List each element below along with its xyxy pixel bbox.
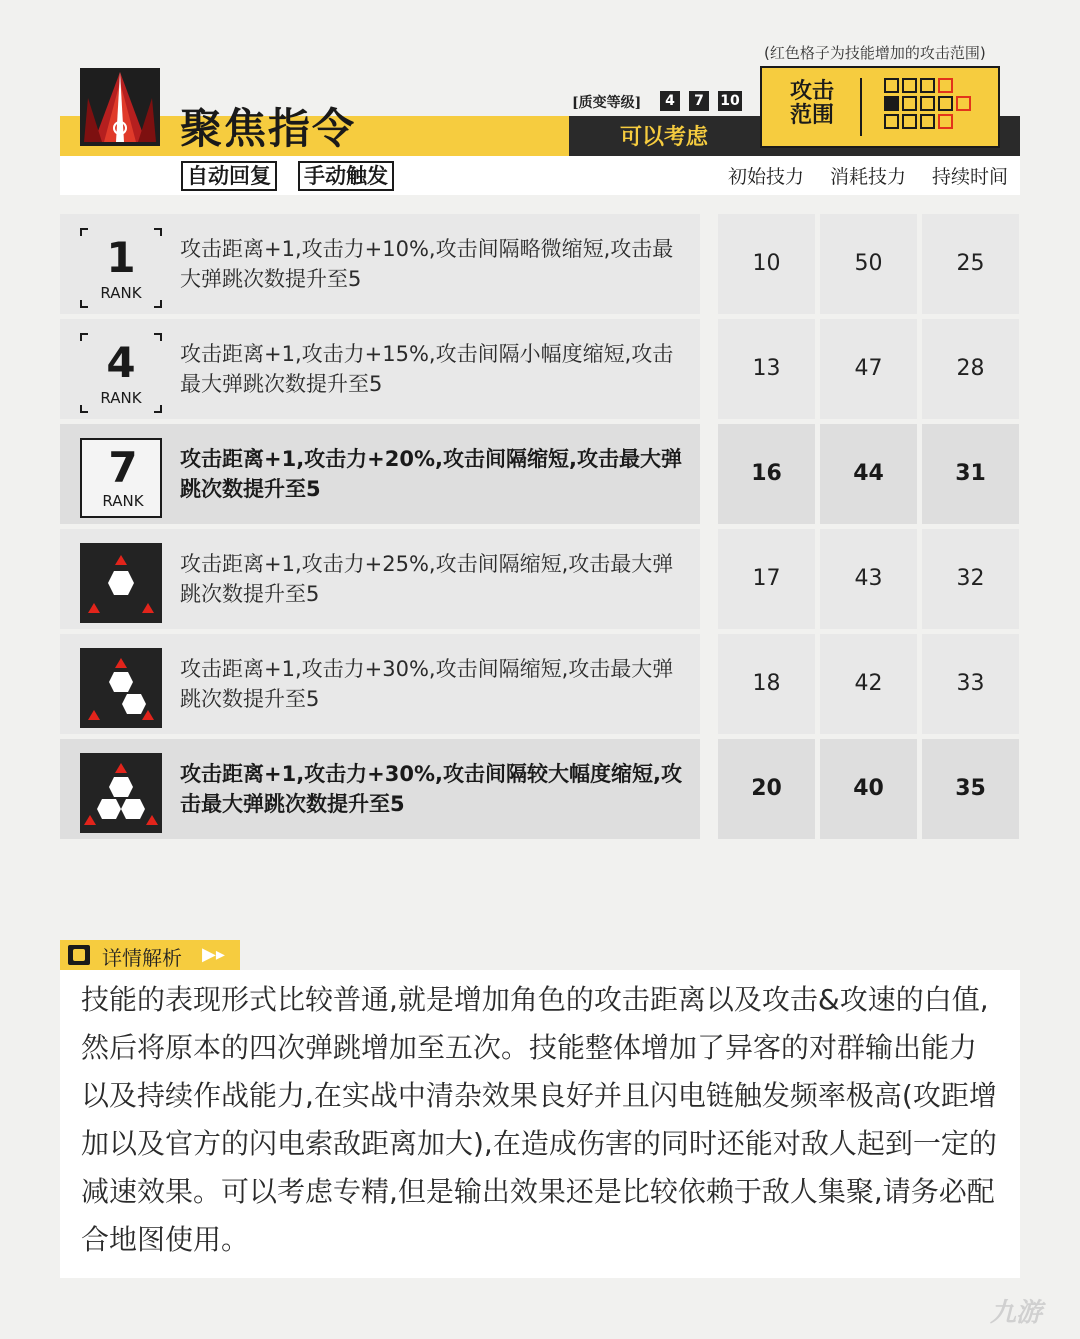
duration-value: 33 [922, 634, 1019, 734]
rank-badge-number: 7 [108, 443, 138, 492]
rank-badge-4 [80, 333, 162, 413]
analysis-label: 详情解析 [102, 946, 182, 970]
range-cell-added [938, 114, 953, 129]
cost-sp-value: 40 [820, 739, 917, 839]
initial-sp-value: 10 [718, 214, 815, 314]
rank-description: 攻击距离+1,攻击力+30%,攻击间隔较大幅度缩短,攻击最大弹跳次数提升至5 [180, 762, 682, 816]
range-note: (红色格子为技能增加的攻击范围) [764, 44, 986, 62]
range-cell [884, 78, 899, 93]
range-cell [920, 78, 935, 93]
analysis-panel [60, 970, 1020, 1278]
column-duration: 持续时间 [932, 166, 1009, 188]
heart-card-icon [68, 945, 90, 965]
rank-description: 攻击距离+1,攻击力+20%,攻击间隔缩短,攻击最大弹跳次数提升至5 [180, 447, 682, 501]
duration-value: 31 [922, 424, 1019, 524]
cost-sp-value: 42 [820, 634, 917, 734]
attack-range-panel [760, 66, 1000, 148]
specialization-2-icon [80, 648, 162, 728]
skill-rank-row [60, 634, 700, 734]
rank-description: 攻击距离+1,攻击力+30%,攻击间隔缩短,攻击最大弹跳次数提升至5 [180, 657, 674, 711]
rank-levels-label-text: 质变等级 [578, 95, 635, 111]
range-cell [920, 114, 935, 129]
rank-description: 攻击距离+1,攻击力+10%,攻击间隔略微缩短,攻击最大弹跳次数提升至5 [180, 237, 674, 291]
initial-sp-value: 13 [718, 319, 815, 419]
initial-sp-value: 18 [718, 634, 815, 734]
range-cell-added [938, 78, 953, 93]
rank-badge-text: RANK [102, 492, 144, 510]
column-initial-sp: 初始技力 [728, 166, 805, 188]
duration-value: 35 [922, 739, 1019, 839]
range-cell [902, 114, 917, 129]
column-cost-sp: 消耗技力 [830, 166, 907, 188]
skill-rank-row [60, 529, 700, 629]
tag-auto-recovery: 自动回复 [181, 161, 277, 191]
cost-sp-value: 43 [820, 529, 917, 629]
rank-levels-label: [质变等级] [572, 95, 642, 111]
recommendation-text: 可以考虑 [619, 125, 708, 150]
rank-level-7: 7 [689, 91, 709, 111]
specialization-3-icon [80, 753, 162, 833]
rank-badge-number: 4 [106, 338, 136, 387]
rank-description: 攻击距离+1,攻击力+25%,攻击间隔缩短,攻击最大弹跳次数提升至5 [180, 552, 674, 606]
rank-badge-number: 1 [106, 233, 136, 282]
rank-badge-text: RANK [100, 284, 142, 302]
analysis-tab [60, 940, 240, 970]
duration-value: 32 [922, 529, 1019, 629]
cost-sp-value: 50 [820, 214, 917, 314]
duration-value: 28 [922, 319, 1019, 419]
rank-description: 攻击距离+1,攻击力+15%,攻击间隔小幅度缩短,攻击最大弹跳次数提升至5 [180, 342, 674, 396]
rank-badge-1 [80, 228, 162, 308]
rank-badge-text: RANK [100, 389, 142, 407]
skill-rank-row [60, 424, 700, 524]
rank-badge-7 [80, 438, 162, 518]
skill-rank-row [60, 214, 700, 314]
cost-sp-value: 47 [820, 319, 917, 419]
range-separator [860, 78, 862, 136]
initial-sp-value: 17 [718, 529, 815, 629]
duration-value: 25 [922, 214, 1019, 314]
range-cell [938, 96, 953, 111]
skill-title: 聚焦指令 [180, 104, 357, 153]
range-cell-added [956, 96, 971, 111]
range-cell [902, 78, 917, 93]
skill-icon [80, 68, 160, 146]
cost-sp-value: 44 [820, 424, 917, 524]
analysis-text: 技能的表现形式比较普通,就是增加角色的攻击距离以及攻击&攻速的白值,然后将原本的四次弹跳增加至五次。技能整体增加了异客的对群输出能力以及持续作战能力,在实战中清杂效果良好并且闪电链触发频率极高(攻距增加以及官方的闪电索敌距离加大),在造成伤害的同时还能对敌人起到一定的减速效果。可以考虑专精,但是输出效果还是比较依赖于敌人集聚,请务必配合地图使用。 [81, 983, 997, 1256]
rank-level-4: 4 [660, 91, 680, 111]
range-cell [902, 96, 917, 111]
range-cell [884, 114, 899, 129]
specialization-1-icon [80, 543, 162, 623]
rank-level-10: 10 [718, 91, 742, 111]
tag-manual-trigger: 手动触发 [298, 161, 394, 191]
initial-sp-value: 16 [718, 424, 815, 524]
watermark-logo: 九游 [990, 1298, 1043, 1328]
skill-rank-row [60, 739, 700, 839]
range-cell-self [884, 96, 899, 111]
play-arrow-icon: ▶▸ [202, 944, 225, 965]
initial-sp-value: 20 [718, 739, 815, 839]
attack-range-label: 攻击范围 [789, 79, 834, 128]
skill-rank-row [60, 319, 700, 419]
range-cell [920, 96, 935, 111]
